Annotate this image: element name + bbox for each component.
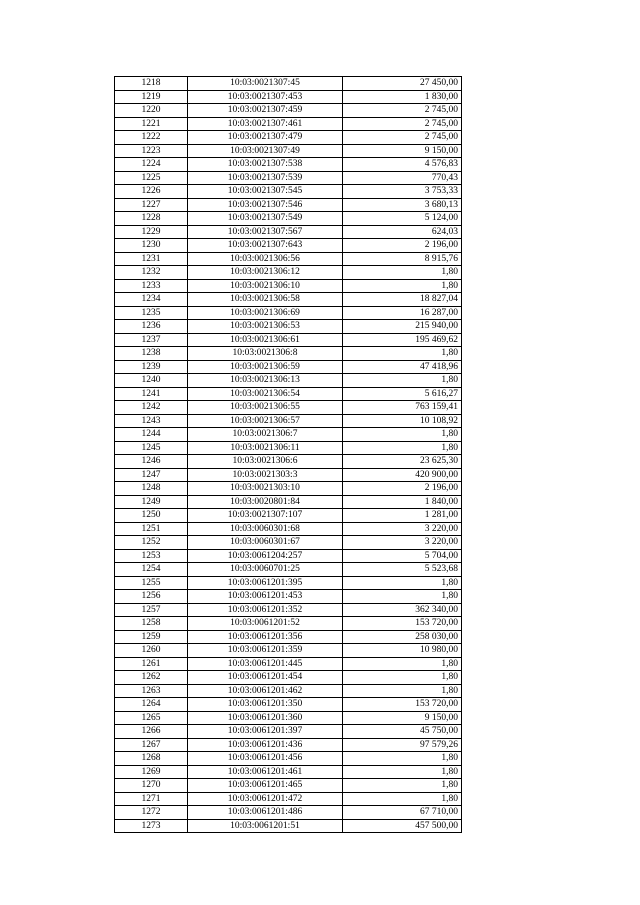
amount-cell: 9 150,00 bbox=[343, 144, 462, 158]
row-number-cell: 1260 bbox=[115, 644, 188, 658]
cadastral-number-cell: 10:03:0061201:445 bbox=[188, 657, 343, 671]
row-number-cell: 1257 bbox=[115, 603, 188, 617]
cadastral-number-cell: 10:03:0021307:545 bbox=[188, 185, 343, 199]
amount-cell: 2 745,00 bbox=[343, 104, 462, 118]
table-row bbox=[115, 171, 462, 185]
cadastral-number-cell: 10:03:0021307:538 bbox=[188, 158, 343, 172]
amount-cell: 3 220,00 bbox=[343, 536, 462, 550]
amount-cell: 3 220,00 bbox=[343, 522, 462, 536]
cadastral-number-cell: 10:03:0021306:7 bbox=[188, 428, 343, 442]
cadastral-number-cell: 10:03:0021307:461 bbox=[188, 117, 343, 131]
cadastral-number-cell: 10:03:0021306:54 bbox=[188, 387, 343, 401]
amount-cell: 1,80 bbox=[343, 671, 462, 685]
amount-cell: 5 616,27 bbox=[343, 387, 462, 401]
cadastral-number-cell: 10:03:0021307:567 bbox=[188, 225, 343, 239]
table-row bbox=[115, 806, 462, 820]
row-number-cell: 1228 bbox=[115, 212, 188, 226]
cadastral-number-cell: 10:03:0021306:55 bbox=[188, 401, 343, 415]
amount-cell: 2 196,00 bbox=[343, 482, 462, 496]
amount-cell: 1,80 bbox=[343, 779, 462, 793]
table-row bbox=[115, 347, 462, 361]
cadastral-number-cell: 10:03:0061201:350 bbox=[188, 698, 343, 712]
amount-cell: 67 710,00 bbox=[343, 806, 462, 820]
row-number-cell: 1262 bbox=[115, 671, 188, 685]
cadastral-number-cell: 10:03:0021306:57 bbox=[188, 414, 343, 428]
cadastral-number-cell: 10:03:0021306:6 bbox=[188, 455, 343, 469]
cadastral-number-cell: 10:03:0020801:84 bbox=[188, 495, 343, 509]
amount-cell: 1,80 bbox=[343, 792, 462, 806]
row-number-cell: 1224 bbox=[115, 158, 188, 172]
table-row bbox=[115, 617, 462, 631]
cadastral-number-cell: 10:03:0021307:546 bbox=[188, 198, 343, 212]
table-row bbox=[115, 779, 462, 793]
row-number-cell: 1264 bbox=[115, 698, 188, 712]
amount-cell: 47 418,96 bbox=[343, 360, 462, 374]
table-row bbox=[115, 495, 462, 509]
cadastral-number-cell: 10:03:0021306:8 bbox=[188, 347, 343, 361]
cadastral-number-cell: 10:03:0021307:459 bbox=[188, 104, 343, 118]
table-row bbox=[115, 279, 462, 293]
amount-cell: 3 680,13 bbox=[343, 198, 462, 212]
cadastral-value-table bbox=[114, 76, 462, 833]
table-row bbox=[115, 630, 462, 644]
table-row bbox=[115, 144, 462, 158]
table-row bbox=[115, 131, 462, 145]
row-number-cell: 1271 bbox=[115, 792, 188, 806]
row-number-cell: 1240 bbox=[115, 374, 188, 388]
amount-cell: 1 830,00 bbox=[343, 90, 462, 104]
row-number-cell: 1218 bbox=[115, 77, 188, 91]
amount-cell: 153 720,00 bbox=[343, 617, 462, 631]
cadastral-number-cell: 10:03:0021307:107 bbox=[188, 509, 343, 523]
cadastral-number-cell: 10:03:0061204:257 bbox=[188, 549, 343, 563]
row-number-cell: 1242 bbox=[115, 401, 188, 415]
row-number-cell: 1258 bbox=[115, 617, 188, 631]
cadastral-number-cell: 10:03:0021307:453 bbox=[188, 90, 343, 104]
cadastral-number-cell: 10:03:0021303:3 bbox=[188, 468, 343, 482]
table-row bbox=[115, 482, 462, 496]
table-row bbox=[115, 104, 462, 118]
table-row bbox=[115, 293, 462, 307]
amount-cell: 1 840,00 bbox=[343, 495, 462, 509]
table-row bbox=[115, 198, 462, 212]
amount-cell: 3 753,33 bbox=[343, 185, 462, 199]
table-body bbox=[115, 77, 462, 833]
row-number-cell: 1269 bbox=[115, 765, 188, 779]
amount-cell: 5 124,00 bbox=[343, 212, 462, 226]
row-number-cell: 1270 bbox=[115, 779, 188, 793]
row-number-cell: 1221 bbox=[115, 117, 188, 131]
row-number-cell: 1246 bbox=[115, 455, 188, 469]
amount-cell: 9 150,00 bbox=[343, 711, 462, 725]
amount-cell: 770,43 bbox=[343, 171, 462, 185]
cadastral-number-cell: 10:03:0061201:395 bbox=[188, 576, 343, 590]
amount-cell: 1,80 bbox=[343, 576, 462, 590]
amount-cell: 23 625,30 bbox=[343, 455, 462, 469]
cadastral-number-cell: 10:03:0021307:49 bbox=[188, 144, 343, 158]
cadastral-number-cell: 10:03:0061201:465 bbox=[188, 779, 343, 793]
row-number-cell: 1241 bbox=[115, 387, 188, 401]
amount-cell: 5 523,68 bbox=[343, 563, 462, 577]
cadastral-number-cell: 10:03:0061201:352 bbox=[188, 603, 343, 617]
row-number-cell: 1255 bbox=[115, 576, 188, 590]
row-number-cell: 1227 bbox=[115, 198, 188, 212]
cadastral-number-cell: 10:03:0060301:67 bbox=[188, 536, 343, 550]
row-number-cell: 1238 bbox=[115, 347, 188, 361]
table-row bbox=[115, 522, 462, 536]
table-row bbox=[115, 455, 462, 469]
cadastral-number-cell: 10:03:0061201:359 bbox=[188, 644, 343, 658]
amount-cell: 2 745,00 bbox=[343, 117, 462, 131]
row-number-cell: 1229 bbox=[115, 225, 188, 239]
row-number-cell: 1219 bbox=[115, 90, 188, 104]
table-row bbox=[115, 266, 462, 280]
cadastral-number-cell: 10:03:0021306:58 bbox=[188, 293, 343, 307]
row-number-cell: 1267 bbox=[115, 738, 188, 752]
row-number-cell: 1273 bbox=[115, 819, 188, 833]
cadastral-number-cell: 10:03:0021307:45 bbox=[188, 77, 343, 91]
table-row bbox=[115, 90, 462, 104]
amount-cell: 215 940,00 bbox=[343, 320, 462, 334]
cadastral-number-cell: 10:03:0060301:68 bbox=[188, 522, 343, 536]
row-number-cell: 1248 bbox=[115, 482, 188, 496]
cadastral-number-cell: 10:03:0061201:356 bbox=[188, 630, 343, 644]
table-row bbox=[115, 441, 462, 455]
table-row bbox=[115, 792, 462, 806]
amount-cell: 195 469,62 bbox=[343, 333, 462, 347]
amount-cell: 1,80 bbox=[343, 266, 462, 280]
amount-cell: 1,80 bbox=[343, 428, 462, 442]
cadastral-number-cell: 10:03:0061201:360 bbox=[188, 711, 343, 725]
amount-cell: 2 745,00 bbox=[343, 131, 462, 145]
cadastral-number-cell: 10:03:0021306:10 bbox=[188, 279, 343, 293]
table-row bbox=[115, 684, 462, 698]
table-row bbox=[115, 320, 462, 334]
cadastral-number-cell: 10:03:0021306:56 bbox=[188, 252, 343, 266]
cadastral-number-cell: 10:03:0061201:453 bbox=[188, 590, 343, 604]
row-number-cell: 1254 bbox=[115, 563, 188, 577]
amount-cell: 97 579,26 bbox=[343, 738, 462, 752]
cadastral-number-cell: 10:03:0061201:472 bbox=[188, 792, 343, 806]
row-number-cell: 1253 bbox=[115, 549, 188, 563]
amount-cell: 16 287,00 bbox=[343, 306, 462, 320]
amount-cell: 457 500,00 bbox=[343, 819, 462, 833]
row-number-cell: 1244 bbox=[115, 428, 188, 442]
amount-cell: 2 196,00 bbox=[343, 239, 462, 253]
table-row bbox=[115, 225, 462, 239]
row-number-cell: 1233 bbox=[115, 279, 188, 293]
table-row bbox=[115, 212, 462, 226]
row-number-cell: 1256 bbox=[115, 590, 188, 604]
row-number-cell: 1249 bbox=[115, 495, 188, 509]
table-row bbox=[115, 428, 462, 442]
row-number-cell: 1223 bbox=[115, 144, 188, 158]
row-number-cell: 1272 bbox=[115, 806, 188, 820]
cadastral-number-cell: 10:03:0021306:69 bbox=[188, 306, 343, 320]
cadastral-number-cell: 10:03:0061201:436 bbox=[188, 738, 343, 752]
amount-cell: 1,80 bbox=[343, 279, 462, 293]
row-number-cell: 1263 bbox=[115, 684, 188, 698]
row-number-cell: 1245 bbox=[115, 441, 188, 455]
amount-cell: 1,80 bbox=[343, 765, 462, 779]
cadastral-number-cell: 10:03:0021306:12 bbox=[188, 266, 343, 280]
table-row bbox=[115, 819, 462, 833]
table-row bbox=[115, 725, 462, 739]
table-row bbox=[115, 671, 462, 685]
table-row bbox=[115, 374, 462, 388]
row-number-cell: 1222 bbox=[115, 131, 188, 145]
table-row bbox=[115, 117, 462, 131]
amount-cell: 1,80 bbox=[343, 684, 462, 698]
table-row bbox=[115, 644, 462, 658]
table-row bbox=[115, 185, 462, 199]
table-row bbox=[115, 738, 462, 752]
cadastral-number-cell: 10:03:0021306:13 bbox=[188, 374, 343, 388]
row-number-cell: 1237 bbox=[115, 333, 188, 347]
cadastral-number-cell: 10:03:0021303:10 bbox=[188, 482, 343, 496]
table-row bbox=[115, 698, 462, 712]
row-number-cell: 1225 bbox=[115, 171, 188, 185]
cadastral-number-cell: 10:03:0021307:549 bbox=[188, 212, 343, 226]
cadastral-number-cell: 10:03:0021307:643 bbox=[188, 239, 343, 253]
table-row bbox=[115, 306, 462, 320]
table-row bbox=[115, 401, 462, 415]
row-number-cell: 1232 bbox=[115, 266, 188, 280]
cadastral-number-cell: 10:03:0060701:25 bbox=[188, 563, 343, 577]
table-row bbox=[115, 752, 462, 766]
row-number-cell: 1239 bbox=[115, 360, 188, 374]
row-number-cell: 1234 bbox=[115, 293, 188, 307]
table-row bbox=[115, 252, 462, 266]
cadastral-number-cell: 10:03:0061201:51 bbox=[188, 819, 343, 833]
amount-cell: 362 340,00 bbox=[343, 603, 462, 617]
amount-cell: 420 900,00 bbox=[343, 468, 462, 482]
cadastral-number-cell: 10:03:0061201:462 bbox=[188, 684, 343, 698]
row-number-cell: 1261 bbox=[115, 657, 188, 671]
row-number-cell: 1243 bbox=[115, 414, 188, 428]
table-row bbox=[115, 333, 462, 347]
amount-cell: 258 030,00 bbox=[343, 630, 462, 644]
row-number-cell: 1265 bbox=[115, 711, 188, 725]
amount-cell: 1,80 bbox=[343, 590, 462, 604]
cadastral-number-cell: 10:03:0061201:461 bbox=[188, 765, 343, 779]
amount-cell: 5 704,00 bbox=[343, 549, 462, 563]
table-row bbox=[115, 590, 462, 604]
table-row bbox=[115, 536, 462, 550]
cadastral-number-cell: 10:03:0021307:479 bbox=[188, 131, 343, 145]
cadastral-number-cell: 10:03:0061201:454 bbox=[188, 671, 343, 685]
table-row bbox=[115, 549, 462, 563]
cadastral-number-cell: 10:03:0061201:397 bbox=[188, 725, 343, 739]
row-number-cell: 1251 bbox=[115, 522, 188, 536]
amount-cell: 8 915,76 bbox=[343, 252, 462, 266]
row-number-cell: 1220 bbox=[115, 104, 188, 118]
table-row bbox=[115, 468, 462, 482]
cadastral-number-cell: 10:03:0021306:11 bbox=[188, 441, 343, 455]
table-row bbox=[115, 158, 462, 172]
table-row bbox=[115, 414, 462, 428]
cadastral-number-cell: 10:03:0061201:486 bbox=[188, 806, 343, 820]
amount-cell: 18 827,04 bbox=[343, 293, 462, 307]
cadastral-number-cell: 10:03:0021306:61 bbox=[188, 333, 343, 347]
row-number-cell: 1236 bbox=[115, 320, 188, 334]
amount-cell: 1,80 bbox=[343, 752, 462, 766]
amount-cell: 45 750,00 bbox=[343, 725, 462, 739]
row-number-cell: 1259 bbox=[115, 630, 188, 644]
amount-cell: 10 980,00 bbox=[343, 644, 462, 658]
table-row bbox=[115, 765, 462, 779]
amount-cell: 763 159,41 bbox=[343, 401, 462, 415]
amount-cell: 1,80 bbox=[343, 347, 462, 361]
amount-cell: 4 576,83 bbox=[343, 158, 462, 172]
amount-cell: 1,80 bbox=[343, 441, 462, 455]
amount-cell: 1,80 bbox=[343, 657, 462, 671]
table-row bbox=[115, 387, 462, 401]
table-row bbox=[115, 77, 462, 91]
table-row bbox=[115, 563, 462, 577]
amount-cell: 10 108,92 bbox=[343, 414, 462, 428]
cadastral-number-cell: 10:03:0021307:539 bbox=[188, 171, 343, 185]
table-row bbox=[115, 239, 462, 253]
row-number-cell: 1230 bbox=[115, 239, 188, 253]
table-row bbox=[115, 360, 462, 374]
cadastral-number-cell: 10:03:0021306:53 bbox=[188, 320, 343, 334]
table-row bbox=[115, 603, 462, 617]
table-row bbox=[115, 509, 462, 523]
row-number-cell: 1226 bbox=[115, 185, 188, 199]
row-number-cell: 1252 bbox=[115, 536, 188, 550]
amount-cell: 624,03 bbox=[343, 225, 462, 239]
row-number-cell: 1250 bbox=[115, 509, 188, 523]
table-row bbox=[115, 657, 462, 671]
row-number-cell: 1235 bbox=[115, 306, 188, 320]
row-number-cell: 1247 bbox=[115, 468, 188, 482]
row-number-cell: 1268 bbox=[115, 752, 188, 766]
amount-cell: 27 450,00 bbox=[343, 77, 462, 91]
cadastral-number-cell: 10:03:0061201:456 bbox=[188, 752, 343, 766]
cadastral-number-cell: 10:03:0061201:52 bbox=[188, 617, 343, 631]
table-row bbox=[115, 576, 462, 590]
table-row bbox=[115, 711, 462, 725]
row-number-cell: 1266 bbox=[115, 725, 188, 739]
cadastral-number-cell: 10:03:0021306:59 bbox=[188, 360, 343, 374]
amount-cell: 153 720,00 bbox=[343, 698, 462, 712]
amount-cell: 1 281,00 bbox=[343, 509, 462, 523]
amount-cell: 1,80 bbox=[343, 374, 462, 388]
row-number-cell: 1231 bbox=[115, 252, 188, 266]
